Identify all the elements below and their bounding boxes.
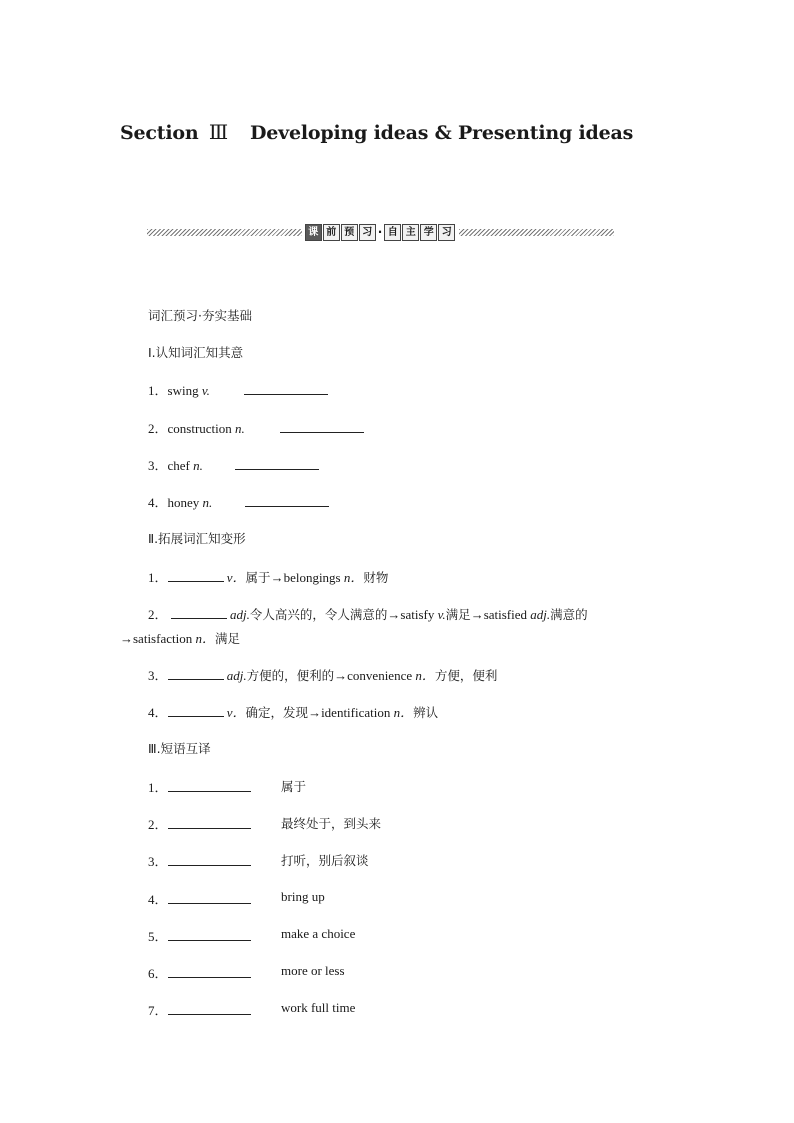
list-item: 7． — [148, 1000, 251, 1019]
answer-blank[interactable] — [171, 606, 227, 619]
page-title — [120, 120, 633, 144]
answer-blank[interactable] — [168, 965, 251, 978]
part3-heading: Ⅲ.短语互译 — [148, 741, 211, 756]
banner-separator: · — [377, 225, 383, 239]
list-item: 1．swing v. — [148, 383, 210, 398]
answer-blank[interactable] — [168, 891, 251, 904]
answer-blank[interactable] — [280, 420, 364, 433]
banner-char: 学 — [420, 224, 437, 241]
banner-char: 前 — [323, 224, 340, 241]
phrase-text: work full time — [281, 1000, 356, 1015]
answer-blank[interactable] — [168, 853, 251, 866]
answer-blank[interactable] — [235, 457, 319, 470]
banner-char: 习 — [359, 224, 376, 241]
list-item: 2．construction n. — [148, 421, 245, 436]
answer-blank[interactable] — [168, 667, 224, 680]
list-item: 1． — [148, 777, 251, 796]
phrase-text: 打听，别后叙谈 — [281, 853, 369, 868]
banner-char: 主 — [402, 224, 419, 241]
answer-blank[interactable] — [244, 382, 328, 395]
title-name: Developing ideas & Presenting ideas — [249, 122, 634, 144]
phrase-text: 属于 — [281, 779, 307, 794]
part1-heading: Ⅰ.认知词汇知其意 — [148, 345, 244, 360]
answer-blank[interactable] — [168, 816, 251, 829]
list-item: 3． — [148, 851, 251, 870]
answer-blank[interactable] — [168, 1002, 251, 1015]
banner-boxes — [305, 224, 457, 241]
answer-blank[interactable] — [168, 569, 224, 582]
list-item: 6． — [148, 963, 251, 982]
list-item: 3．chef n. — [148, 458, 203, 473]
banner-char: 预 — [341, 224, 358, 241]
answer-blank[interactable] — [245, 494, 329, 507]
phrase-text: make a choice — [281, 926, 356, 941]
answer-blank[interactable] — [168, 779, 251, 792]
section-banner — [147, 222, 614, 242]
list-item: 1． v．属于→belongings n．财物 — [148, 570, 389, 585]
banner-hatch-right — [459, 229, 614, 236]
list-item-continuation: →satisfaction n．满足 — [120, 631, 240, 646]
section-heading: 词汇预习·夯实基础 — [148, 308, 252, 323]
list-item: 5． — [148, 926, 251, 945]
list-item: 4． — [148, 889, 251, 908]
banner-char: 课 — [305, 224, 322, 241]
list-item: 2． adj.令人高兴的，令人满意的→satisfy v.满足→satisfied adj.满意的 — [148, 607, 588, 622]
banner-hatch-left — [147, 229, 302, 236]
banner-char: 自 — [384, 224, 401, 241]
list-item: 4． v．确定，发现→identification n．辨认 — [148, 705, 439, 720]
answer-blank[interactable] — [168, 704, 224, 717]
list-item: 3． adj.方便的，便利的→convenience n．方便，便利 — [148, 668, 498, 683]
phrase-text: bring up — [281, 889, 325, 904]
part2-heading: Ⅱ.拓展词汇知变形 — [148, 531, 246, 546]
answer-blank[interactable] — [168, 928, 251, 941]
banner-char: 习 — [438, 224, 455, 241]
phrase-text: more or less — [281, 963, 345, 978]
title-numeral: Ⅲ — [208, 120, 228, 144]
title-section: Section — [120, 122, 199, 144]
list-item: 4．honey n. — [148, 495, 213, 510]
phrase-text: 最终处于，到头来 — [281, 816, 382, 831]
list-item: 2． — [148, 814, 251, 833]
